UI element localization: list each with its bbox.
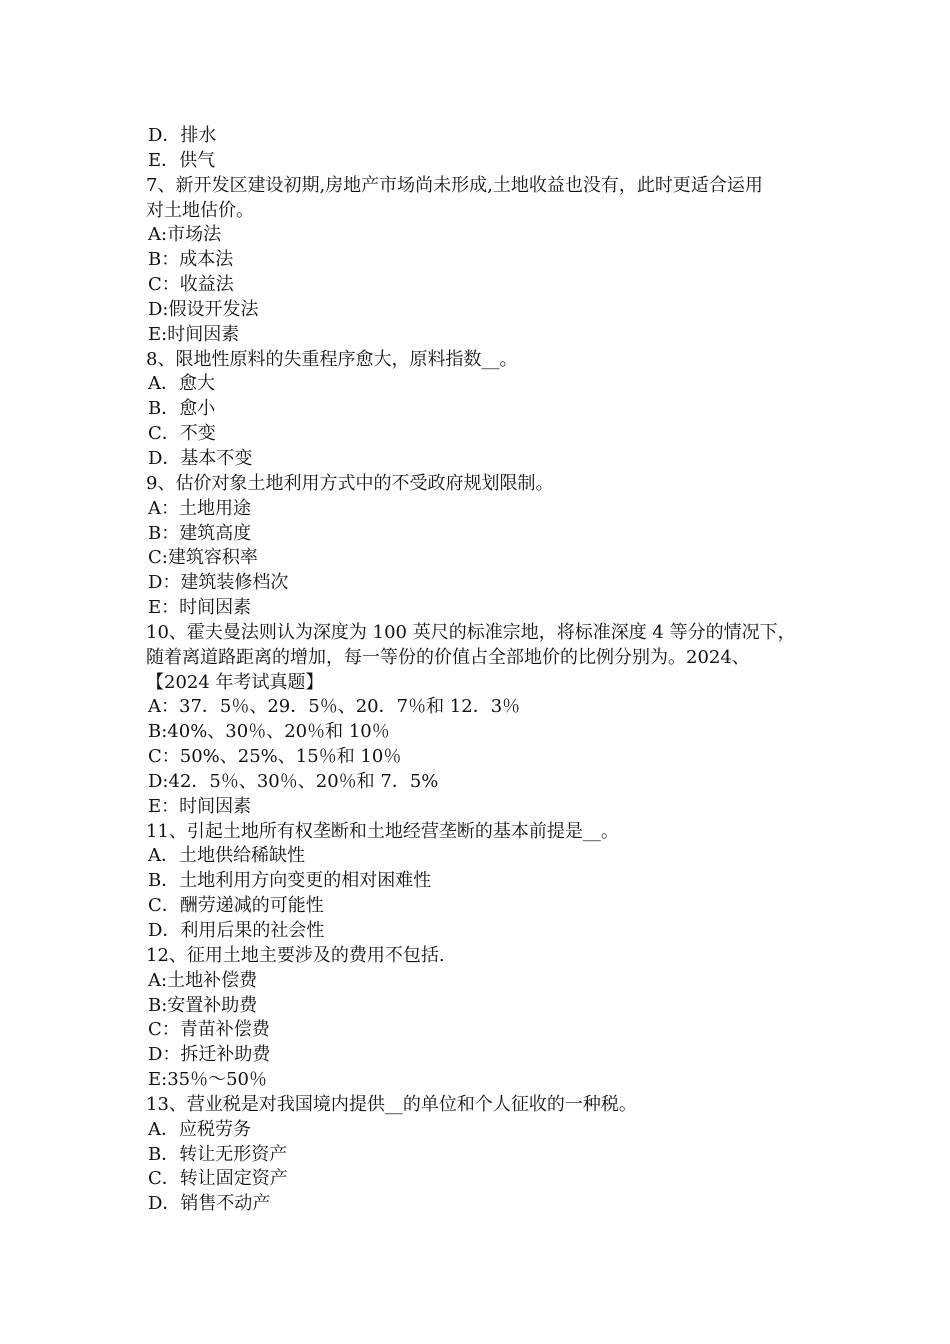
answer-option: B:安置补助费 [148,994,258,1016]
answer-option: E:时间因素 [148,323,240,345]
question-text: 7、新开发区建设初期,房地产市场尚未形成,土地收益也没有，此时更适合运用 [146,174,763,196]
answer-option: D．排水 [148,125,217,146]
answer-option: A:市场法 [148,224,222,246]
answer-option: C:建筑容积率 [148,547,258,569]
question-text: 12、征用土地主要涉及的费用不包括. [146,944,445,966]
answer-option: D．基本不变 [148,447,253,469]
answer-option: A:土地补偿费 [148,969,258,991]
answer-option: B：成本法 [148,249,234,271]
answer-option: C：青苗补偿费 [148,1019,270,1041]
answer-option: C．转让固定资产 [148,1168,288,1190]
answer-option: A：土地用途 [148,497,251,519]
answer-option: D:42．5％、30％、20％和 7．5% [148,770,439,792]
question-text: 对土地估价。 [146,199,254,221]
answer-option: A．应税劳务 [148,1118,251,1140]
answer-option: C：50%、25%、15％和 10％ [148,746,402,768]
question-text: 13、营业税是对我国境内提供__的单位和个人征收的一种税。 [146,1093,637,1115]
answer-option: C．酬劳递减的可能性 [148,895,324,917]
document-body [146,124,826,1217]
answer-option: A：37．5％、29．5％、20．7％和 12．3％ [148,696,521,718]
question-text: 【2024 年考试真题】 [146,671,324,693]
answer-option: D．销售不动产 [148,1193,271,1215]
answer-option: E．供气 [148,149,216,171]
question-text: 10、霍夫曼法则认为深度为 100 英尺的标准宗地，将标准深度 4 等分的情况下， [146,621,796,643]
answer-option: B．愈小 [148,398,216,420]
question-text: 11、引起土地所有权垄断和土地经营垄断的基本前提是__。 [146,820,619,842]
question-text: 8、限地性原料的失重程序愈大，原料指数__。 [146,348,518,370]
answer-option: E:35％～50％ [148,1069,268,1091]
question-text: 随着离道路距离的增加，每一等份的价值占全部地价的比例分别为。2024、 [146,646,750,668]
answer-option: B：建筑高度 [148,522,252,544]
answer-option: D．利用后果的社会性 [148,920,325,941]
answer-option: D:假设开发法 [148,298,259,320]
answer-option: A．愈大 [148,373,215,395]
answer-option: D：建筑装修档次 [148,572,289,594]
answer-option: B．转让无形资产 [148,1143,288,1165]
answer-option: B:40%、30％、20％和 10％ [148,721,390,743]
answer-option: A．土地供给稀缺性 [148,845,305,867]
answer-option: D：拆迁补助费 [148,1044,271,1066]
answer-option: C．不变 [148,423,216,445]
answer-option: B．土地利用方向变更的相对困难性 [148,870,432,892]
answer-option: C：收益法 [148,274,234,296]
answer-option: E：时间因素 [148,597,252,619]
answer-option: E：时间因素 [148,795,252,817]
question-text: 9、估价对象土地利用方式中的不受政府规划限制。 [146,472,554,494]
